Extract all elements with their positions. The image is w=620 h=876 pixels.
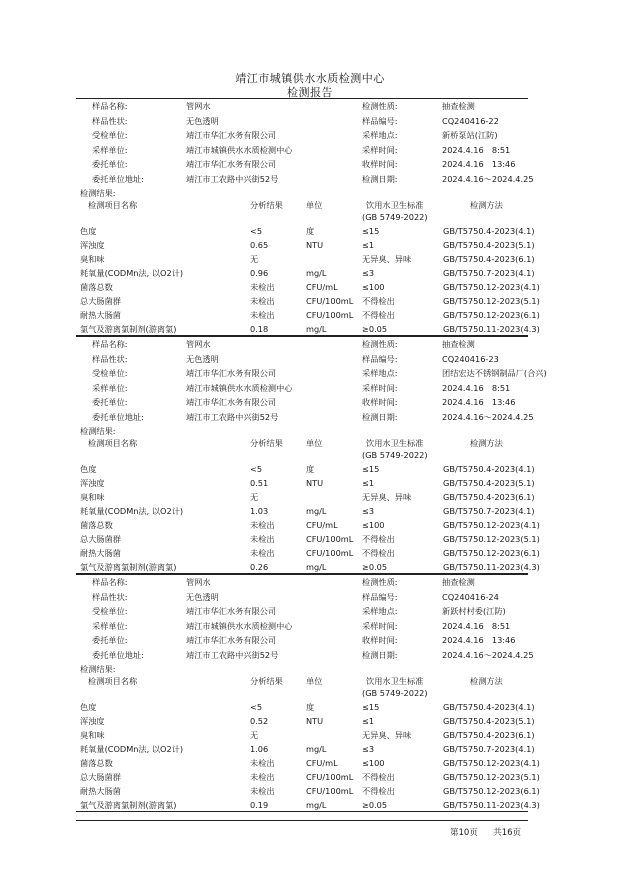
result-method: GB/T5750.12-2023(6.1) [443, 310, 540, 320]
client-unit-value: 靖江市华汇水务有限公司 [186, 159, 277, 169]
test-date-label: 检测日期: [362, 649, 398, 660]
sampling-time-value: 2024.4.16 8:51 [442, 382, 511, 393]
result-std: 无异臭、异味 [362, 492, 412, 502]
result-method: GB/T5750.4-2023(5.1) [443, 716, 535, 726]
sampling-site-value: 新桥泵站(江防) [442, 130, 498, 140]
result-method: GB/T5750.4-2023(4.1) [443, 464, 535, 474]
col-item-header: 检测项目名称 [88, 676, 138, 686]
sampling-unit-value: 靖江市城镇供水水质检测中心 [186, 382, 293, 393]
receive-time-value: 2024.4.16 13:46 [442, 397, 516, 407]
sampling-unit-label: 采样单位: [92, 620, 128, 631]
result-unit: CFU/100mL [306, 310, 354, 320]
result-std: ≤100 [362, 520, 385, 530]
result-item: 浑浊度 [80, 716, 105, 726]
col-result-header: 分析结果 [250, 438, 283, 448]
result-method: GB/T5750.11-2023(4.3) [443, 324, 540, 334]
result-std: 无异臭、异味 [362, 254, 412, 264]
result-item: 耗氧量(CODMn法, 以O2计) [80, 268, 184, 278]
result-std: 不得检出 [362, 296, 395, 306]
result-value: 0.51 [250, 478, 269, 488]
sample-name-label: 样品名称: [92, 577, 128, 587]
entrusted-unit-value: 靖江市华汇水务有限公司 [186, 130, 277, 140]
entrusted-unit-label: 受检单位: [92, 130, 128, 140]
sampling-time-value: 2024.4.16 8:51 [442, 144, 511, 155]
result-std: ≥0.05 [362, 324, 388, 334]
receive-time-value: 2024.4.16 13:46 [442, 635, 516, 645]
result-unit: CFU/mL [306, 758, 338, 768]
sampling-unit-value: 靖江市城镇供水水质检测中心 [186, 144, 293, 155]
result-std: ≤3 [362, 506, 375, 516]
client-address-label: 委托单位地址: [92, 173, 144, 184]
result-item: 总大肠菌群 [80, 534, 121, 544]
sample-no-value: CQ240416-24 [442, 591, 499, 602]
col-unit-header: 单位 [306, 676, 323, 686]
receive-time-label: 收样时间: [362, 397, 398, 407]
result-method: GB/T5750.4-2023(6.1) [443, 254, 535, 264]
result-value: 未检出 [250, 786, 275, 796]
result-value: 无 [250, 254, 259, 264]
result-value: 0.18 [250, 324, 269, 334]
result-std: ≤100 [362, 758, 385, 768]
result-item: 耐热大肠菌 [80, 310, 121, 320]
client-unit-value: 靖江市华汇水务有限公司 [186, 397, 277, 407]
test-date-value: 2024.4.16～2024.4.25 [442, 649, 534, 660]
col-method-header: 检测方法 [470, 676, 503, 686]
result-method: GB/T5750.4-2023(5.1) [443, 240, 535, 250]
result-item: 菌落总数 [80, 282, 113, 292]
result-value: 未检出 [250, 758, 275, 768]
result-item: 色度 [80, 226, 97, 236]
col-std-header: 饮用水卫生标准 [366, 438, 424, 448]
result-value: 未检出 [250, 534, 275, 544]
test-nature-label: 检测性质: [362, 101, 398, 111]
result-unit: mg/L [306, 268, 327, 278]
result-item: 臭和味 [80, 492, 105, 502]
test-nature-label: 检测性质: [362, 577, 398, 587]
result-value: 未检出 [250, 520, 275, 530]
doc-title: 检测报告 [287, 86, 333, 99]
sample-nature-value: 无色透明 [186, 591, 219, 602]
entrusted-unit-label: 受检单位: [92, 368, 128, 378]
client-unit-label: 委托单位: [92, 159, 128, 169]
result-item: 氯气及游离氯制剂(游离氯) [80, 324, 177, 334]
result-method: GB/T5750.12-2023(4.1) [443, 520, 540, 530]
result-unit: mg/L [306, 744, 327, 754]
result-item: 浑浊度 [80, 240, 105, 250]
result-unit: mg/L [306, 562, 327, 572]
result-std: ≥0.05 [362, 800, 388, 810]
page-footer [450, 826, 521, 838]
result-method: GB/T5750.12-2023(4.1) [443, 758, 540, 768]
results-heading: 检测结果: [80, 664, 116, 674]
result-std: 不得检出 [362, 534, 395, 544]
result-std: ≤1 [362, 240, 375, 250]
result-unit: 度 [306, 226, 315, 236]
col-item-header: 检测项目名称 [88, 200, 138, 210]
client-address-value: 靖江市工农路中兴街52号 [186, 411, 279, 422]
result-item: 耗氧量(CODMn法, 以O2计) [80, 744, 184, 754]
result-unit: 度 [306, 464, 315, 474]
result-unit: CFU/100mL [306, 534, 354, 544]
result-method: GB/T5750.12-2023(6.1) [443, 786, 540, 796]
sampling-site-label: 采样地点: [362, 130, 398, 140]
receive-time-value: 2024.4.16 13:46 [442, 159, 516, 169]
section-top-rule [76, 574, 528, 575]
test-nature-value: 抽查检测 [442, 339, 475, 349]
sample-nature-label: 样品性状: [92, 353, 128, 364]
sampling-unit-label: 采样单位: [92, 382, 128, 393]
result-value: 1.03 [250, 506, 269, 516]
section-top-rule [76, 336, 528, 337]
results-heading: 检测结果: [80, 426, 116, 436]
result-unit: mg/L [306, 506, 327, 516]
result-method: GB/T5750.11-2023(4.3) [443, 562, 540, 572]
sample-no-label: 样品编号: [362, 591, 398, 602]
result-method: GB/T5750.7-2023(4.1) [443, 268, 535, 278]
result-std: ≤15 [362, 464, 380, 474]
result-method: GB/T5750.12-2023(5.1) [443, 772, 540, 782]
result-unit: CFU/100mL [306, 772, 354, 782]
result-value: <5 [250, 702, 263, 712]
result-value: 0.65 [250, 240, 269, 250]
result-value: 无 [250, 730, 259, 740]
result-method: GB/T5750.4-2023(4.1) [443, 702, 535, 712]
result-value: 0.26 [250, 562, 269, 572]
receive-time-label: 收样时间: [362, 159, 398, 169]
results-heading: 检测结果: [80, 188, 116, 198]
result-std: ≤3 [362, 268, 375, 278]
client-unit-label: 委托单位: [92, 397, 128, 407]
result-std: 无异臭、异味 [362, 730, 412, 740]
client-address-label: 委托单位地址: [92, 411, 144, 422]
result-item: 色度 [80, 464, 97, 474]
col-unit-header: 单位 [306, 438, 323, 448]
sample-no-value: CQ240416-23 [442, 353, 499, 364]
result-item: 氯气及游离氯制剂(游离氯) [80, 800, 177, 810]
result-std: ≤15 [362, 702, 380, 712]
section-bottom-rule [76, 811, 528, 812]
result-unit: mg/L [306, 800, 327, 810]
result-value: 未检出 [250, 772, 275, 782]
result-item: 浑浊度 [80, 478, 105, 488]
result-value: 无 [250, 492, 259, 502]
col-std-header: 饮用水卫生标准 [366, 676, 424, 686]
client-unit-label: 委托单位: [92, 635, 128, 645]
sampling-time-value: 2024.4.16 8:51 [442, 620, 511, 631]
result-method: GB/T5750.12-2023(4.1) [443, 282, 540, 292]
col-result-header: 分析结果 [250, 200, 283, 210]
col-std-code: (GB 5749-2022) [362, 212, 428, 222]
org-title: 靖江市城镇供水水质检测中心 [235, 72, 385, 85]
sample-nature-label: 样品性状: [92, 115, 128, 126]
result-value: 1.06 [250, 744, 269, 754]
sample-name-value: 管网水 [186, 339, 211, 349]
client-address-value: 靖江市工农路中兴街52号 [186, 649, 279, 660]
result-item: 菌落总数 [80, 758, 113, 768]
result-method: GB/T5750.7-2023(4.1) [443, 506, 535, 516]
result-item: 耐热大肠菌 [80, 786, 121, 796]
result-item: 总大肠菌群 [80, 296, 121, 306]
entrusted-unit-label: 受检单位: [92, 606, 128, 616]
sample-name-value: 管网水 [186, 101, 211, 111]
result-std: 不得检出 [362, 548, 395, 558]
result-unit: NTU [306, 240, 324, 250]
receive-time-label: 收样时间: [362, 635, 398, 645]
result-value: 未检出 [250, 282, 275, 292]
result-unit: 度 [306, 702, 315, 712]
result-std: ≤1 [362, 716, 375, 726]
sample-name-label: 样品名称: [92, 101, 128, 111]
sampling-site-value: 新跃村村委(江防) [442, 606, 506, 616]
col-method-header: 检测方法 [470, 438, 503, 448]
client-unit-value: 靖江市华汇水务有限公司 [186, 635, 277, 645]
sample-no-label: 样品编号: [362, 115, 398, 126]
result-method: GB/T5750.4-2023(5.1) [443, 478, 535, 488]
test-date-value: 2024.4.16～2024.4.25 [442, 173, 534, 184]
col-std-code: (GB 5749-2022) [362, 688, 428, 698]
entrusted-unit-value: 靖江市华汇水务有限公司 [186, 368, 277, 378]
result-item: 耐热大肠菌 [80, 548, 121, 558]
result-unit: CFU/mL [306, 520, 338, 530]
result-std: 不得检出 [362, 772, 395, 782]
sampling-site-label: 采样地点: [362, 368, 398, 378]
result-unit: CFU/100mL [306, 548, 354, 558]
sample-name-label: 样品名称: [92, 339, 128, 349]
sampling-time-label: 采样时间: [362, 144, 398, 155]
sampling-site-label: 采样地点: [362, 606, 398, 616]
result-value: 未检出 [250, 310, 275, 320]
result-item: 总大肠菌群 [80, 772, 121, 782]
result-value: <5 [250, 464, 263, 474]
section-top-rule [76, 98, 528, 99]
sampling-time-label: 采样时间: [362, 382, 398, 393]
col-method-header: 检测方法 [470, 200, 503, 210]
test-nature-value: 抽查检测 [442, 101, 475, 111]
sample-nature-value: 无色透明 [186, 115, 219, 126]
col-item-header: 检测项目名称 [88, 438, 138, 448]
result-item: 菌落总数 [80, 520, 113, 530]
sampling-site-value: 团结宏达不锈钢制品厂(合兴) [442, 368, 547, 378]
result-method: GB/T5750.11-2023(4.3) [443, 800, 540, 810]
sample-nature-label: 样品性状: [92, 591, 128, 602]
result-unit: NTU [306, 716, 324, 726]
result-std: 不得检出 [362, 310, 395, 320]
result-value: 0.19 [250, 800, 269, 810]
result-method: GB/T5750.7-2023(4.1) [443, 744, 535, 754]
test-date-value: 2024.4.16～2024.4.25 [442, 411, 534, 422]
result-item: 色度 [80, 702, 97, 712]
result-std: ≤3 [362, 744, 375, 754]
page-current: 第10页 [450, 828, 478, 838]
result-std: ≤100 [362, 282, 385, 292]
result-method: GB/T5750.4-2023(6.1) [443, 730, 535, 740]
page-total: 共16页 [493, 828, 522, 838]
sample-name-value: 管网水 [186, 577, 211, 587]
result-unit: NTU [306, 478, 324, 488]
client-address-value: 靖江市工农路中兴街52号 [186, 173, 279, 184]
col-std-code: (GB 5749-2022) [362, 450, 428, 460]
result-value: 未检出 [250, 548, 275, 558]
test-date-label: 检测日期: [362, 173, 398, 184]
sampling-unit-label: 采样单位: [92, 144, 128, 155]
result-unit: CFU/100mL [306, 296, 354, 306]
result-value: 未检出 [250, 296, 275, 306]
result-std: 不得检出 [362, 786, 395, 796]
entrusted-unit-value: 靖江市华汇水务有限公司 [186, 606, 277, 616]
result-unit: CFU/mL [306, 282, 338, 292]
result-value: 0.52 [250, 716, 269, 726]
result-value: 0.96 [250, 268, 269, 278]
test-date-label: 检测日期: [362, 411, 398, 422]
result-value: <5 [250, 226, 263, 236]
result-method: GB/T5750.4-2023(6.1) [443, 492, 535, 502]
test-nature-value: 抽查检测 [442, 577, 475, 587]
col-unit-header: 单位 [306, 200, 323, 210]
col-result-header: 分析结果 [250, 676, 283, 686]
footer-rule [76, 820, 528, 821]
client-address-label: 委托单位地址: [92, 649, 144, 660]
result-item: 耗氧量(CODMn法, 以O2计) [80, 506, 184, 516]
result-std: ≥0.05 [362, 562, 388, 572]
sample-no-value: CQ240416-22 [442, 115, 499, 126]
result-std: ≤15 [362, 226, 380, 236]
result-std: ≤1 [362, 478, 375, 488]
sample-nature-value: 无色透明 [186, 353, 219, 364]
result-method: GB/T5750.12-2023(6.1) [443, 548, 540, 558]
result-unit: CFU/100mL [306, 786, 354, 796]
result-method: GB/T5750.12-2023(5.1) [443, 296, 540, 306]
result-method: GB/T5750.4-2023(4.1) [443, 226, 535, 236]
sampling-time-label: 采样时间: [362, 620, 398, 631]
col-std-header: 饮用水卫生标准 [366, 200, 424, 210]
result-item: 氯气及游离氯制剂(游离氯) [80, 562, 177, 572]
result-unit: mg/L [306, 324, 327, 334]
result-item: 臭和味 [80, 730, 105, 740]
sampling-unit-value: 靖江市城镇供水水质检测中心 [186, 620, 293, 631]
result-method: GB/T5750.12-2023(5.1) [443, 534, 540, 544]
sample-no-label: 样品编号: [362, 353, 398, 364]
result-item: 臭和味 [80, 254, 105, 264]
test-nature-label: 检测性质: [362, 339, 398, 349]
